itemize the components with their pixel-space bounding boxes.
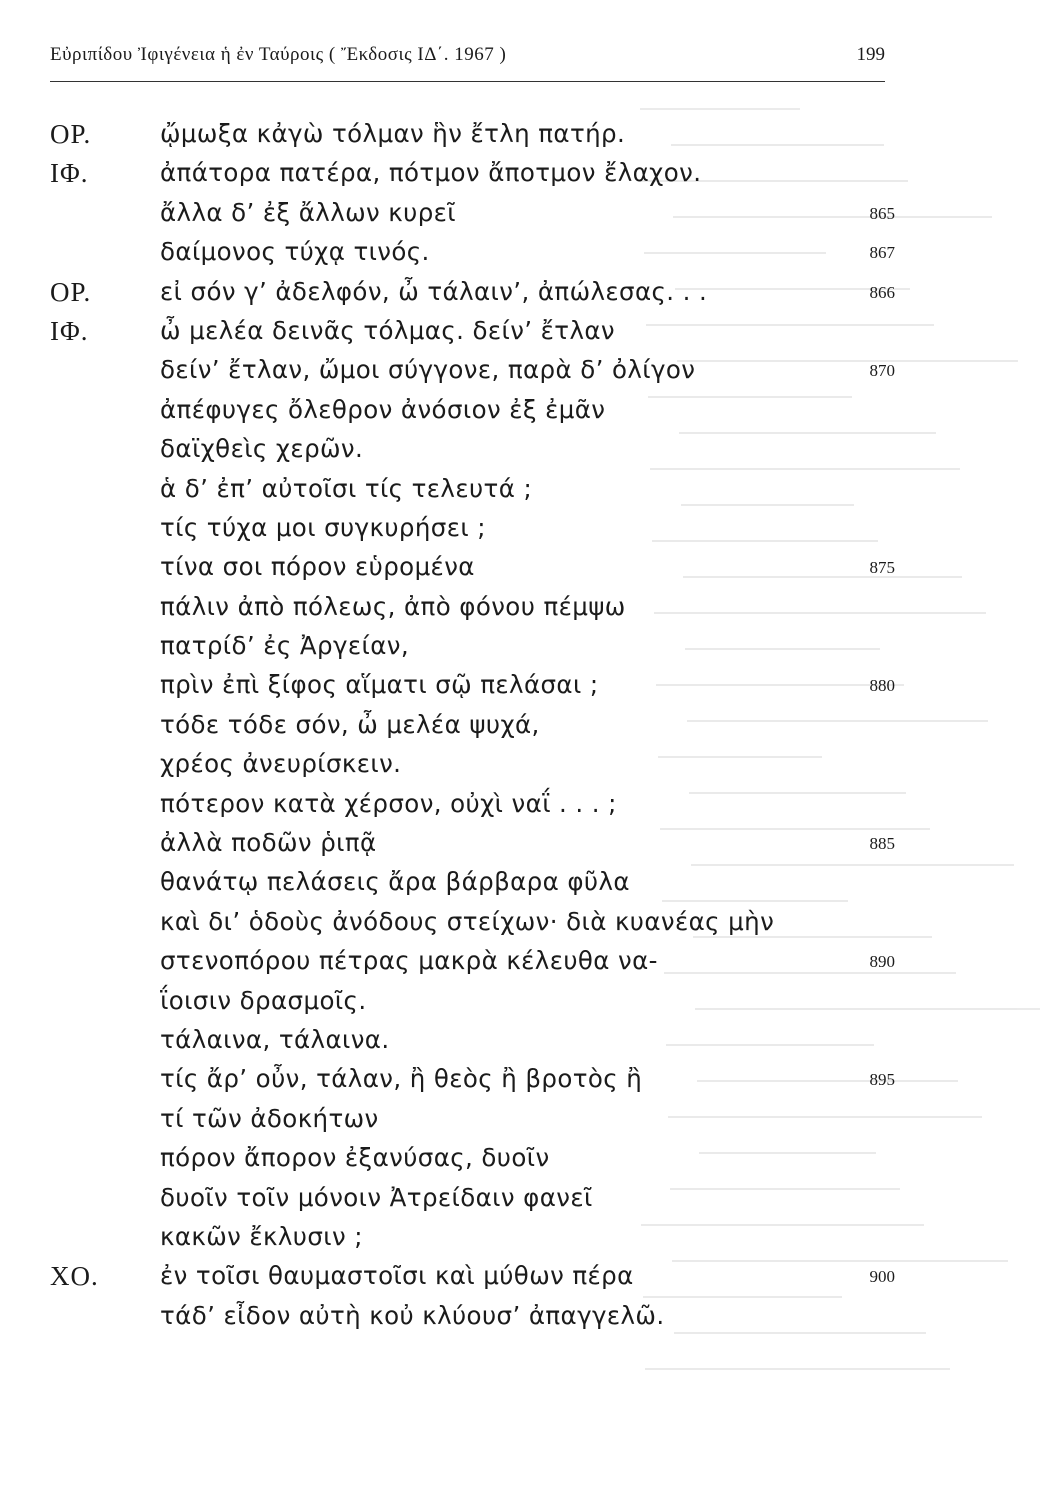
verse-line <box>0 118 1047 157</box>
verse-line <box>0 748 1047 787</box>
verse-line <box>0 591 1047 630</box>
line-number: 880 <box>869 676 895 696</box>
verse-text-line: ἀπέφυγες ὄλεθρον ἀνόσιον ἐξ ἐμᾶν <box>160 394 606 424</box>
verse-line <box>0 157 1047 196</box>
verse-text-line: τίς τύχα μοι συγκυρήσει ; <box>160 512 486 542</box>
verse-line <box>0 394 1047 433</box>
running-title: Εὐριπίδου Ἰφιγένεια ἡ ἐν Ταύροις ( Ἔκδοσις ΙΔ΄. 1967 ) <box>50 44 507 65</box>
verse-line <box>0 315 1047 354</box>
line-number: 870 <box>869 361 895 381</box>
verse-text-line: στενοπόρου πέτρας μακρὰ κέλευθα να- <box>160 946 658 976</box>
verse-text-line: τίνα σοι πόρον εὑρομένα <box>160 552 475 582</box>
verse-text-line: τάδ’ εἶδον αὐτὴ κοὐ κλύουσ’ ἀπαγγελῶ. <box>160 1300 665 1330</box>
verse-text-line: ὦ μελέα δεινᾶς τόλμας. δείν’ ἔτλαν <box>160 315 615 345</box>
verse-text-line: πόρον ἄπορον ἐξανύσας, δυοῖν <box>160 1143 550 1173</box>
line-number: 895 <box>869 1070 895 1090</box>
verse-text-line: τάλαινα, τάλαινα. <box>160 1024 390 1054</box>
verse-line <box>0 709 1047 748</box>
show-through-stroke <box>645 1368 950 1370</box>
line-number: 867 <box>869 243 895 263</box>
page-number: 199 <box>856 44 885 65</box>
verse-line <box>0 1260 1047 1299</box>
verse-text-line: καὶ δι’ ὁδοὺς ἀνόδους στείχων· διὰ κυανέας μὴν <box>160 906 775 936</box>
speaker-label: ΧΟ. <box>50 1261 99 1292</box>
verse-line <box>0 985 1047 1024</box>
line-number: 885 <box>869 834 895 854</box>
verse-text-line: δυοῖν τοῖν μόνοιν Ἀτρείδαιν φανεῖ <box>160 1182 593 1212</box>
verse-text-line: πάλιν ἀπὸ πόλεως, ἀπὸ φόνου πέμψω <box>160 591 626 621</box>
verse-text-line: ἁ δ’ ἐπ’ αὐτοῖσι τίς τελευτά ; <box>160 473 533 503</box>
verse-line <box>0 354 1047 393</box>
verse-text-line: τίς ἄρ’ οὖν, τάλαν, ἢ θεὸς ἢ βροτὸς ἢ <box>160 1064 643 1094</box>
verse-line <box>0 1103 1047 1142</box>
verse-text-line: ἐν τοῖσι θαυμαστοῖσι καὶ μύθων πέρα <box>160 1261 634 1291</box>
line-number: 865 <box>869 203 895 223</box>
verse-line <box>0 551 1047 590</box>
verse-text-line: ἄλλα δ’ ἐξ ἄλλων κυρεῖ <box>160 197 456 227</box>
speaker-label: ΙΦ. <box>50 315 89 346</box>
verse-line <box>0 236 1047 275</box>
verse-text-line: ἀπάτορα πατέρα, πότμον ἄποτμον ἔλαχον. <box>160 158 702 188</box>
verse-text-line: ἀλλὰ ποδῶν ῥιπᾷ <box>160 828 377 858</box>
verse-line <box>0 1024 1047 1063</box>
verse-line <box>0 276 1047 315</box>
verse-text-line: δείν’ ἔτλαν, ὤμοι σύγγονε, παρὰ δ’ ὀλίγον <box>160 355 696 385</box>
verse-line <box>0 512 1047 551</box>
line-number: 866 <box>869 282 895 302</box>
verse-text-line: πρὶν ἐπὶ ξίφος αἵματι σῷ πελάσαι ; <box>160 670 599 700</box>
verse-line <box>0 1142 1047 1181</box>
line-number: 900 <box>869 1267 895 1287</box>
verse-line <box>0 1063 1047 1102</box>
verse-line <box>0 630 1047 669</box>
verse-line <box>0 906 1047 945</box>
running-header <box>50 44 885 86</box>
verse-text-line: χρέος ἀνευρίσκειν. <box>160 749 402 779</box>
verse-line <box>0 788 1047 827</box>
verse-text-line: κακῶν ἔκλυσιν ; <box>160 1221 363 1251</box>
verse-line <box>0 433 1047 472</box>
verse-text-line: εἰ σόν γ’ ἀδελφόν, ὦ τάλαιν’, ἀπώλεσας. . . <box>160 276 708 306</box>
speaker-label: ΟΡ. <box>50 276 92 307</box>
verse-line <box>0 1182 1047 1221</box>
verse-text-line: θανάτῳ πελάσεις ἄρα βάρβαρα φῦλα <box>160 867 630 897</box>
verse-text <box>0 118 1047 1339</box>
verse-text-line: πατρίδ’ ἐς Ἀργείαν, <box>160 631 410 661</box>
verse-text-line: δαίμονος τύχᾳ τινός. <box>160 237 430 267</box>
header-rule <box>50 81 885 82</box>
verse-text-line: ΐοισιν δρασμοῖς. <box>160 985 367 1015</box>
verse-line <box>0 1300 1047 1339</box>
verse-line <box>0 669 1047 708</box>
line-number: 875 <box>869 558 895 578</box>
verse-text-line: δαϊχθεὶς χερῶν. <box>160 434 364 464</box>
verse-text-line: τόδε τόδε σόν, ὦ μελέα ψυχά, <box>160 709 540 739</box>
verse-line <box>0 1221 1047 1260</box>
speaker-label: ΟΡ. <box>50 119 92 149</box>
verse-line <box>0 197 1047 236</box>
verse-line <box>0 945 1047 984</box>
line-number: 890 <box>869 952 895 972</box>
verse-text-line: τί τῶν ἀδοκήτων <box>160 1103 379 1133</box>
show-through-stroke <box>640 108 800 110</box>
verse-line <box>0 866 1047 905</box>
verse-text-line: ᾤμωξα κἀγὼ τόλμαν ἣν ἔτλη πατήρ. <box>160 119 626 148</box>
speaker-label: ΙΦ. <box>50 158 89 189</box>
verse-line <box>0 827 1047 866</box>
verse-text-line: πότερον κατὰ χέρσον, οὐχὶ ναΐ . . . ; <box>160 788 617 818</box>
verse-line <box>0 473 1047 512</box>
